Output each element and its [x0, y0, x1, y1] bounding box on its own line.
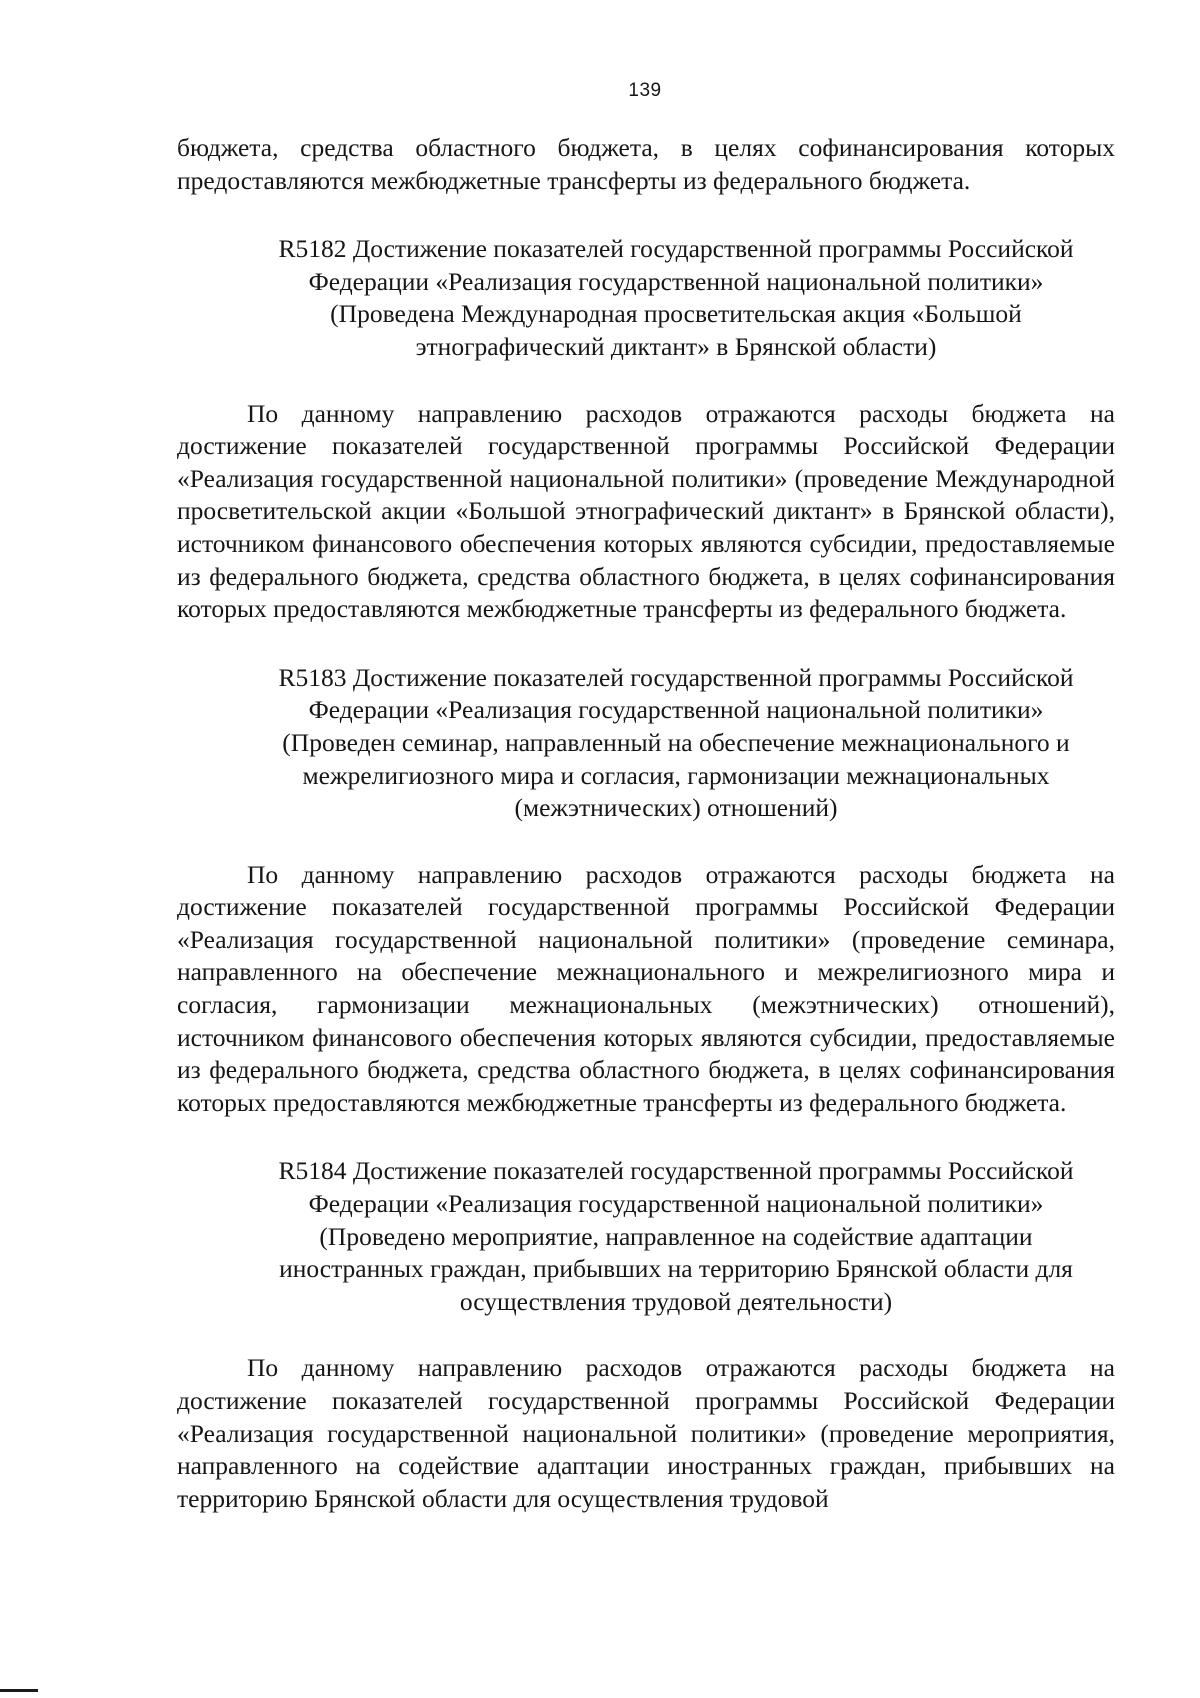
section-heading-r5184: R5184 Достижение показателей государственной программы Российской Федерации «Реализация государственной национальной политики» (Проведено мероприятие, направленное на содействие адаптации иностранных граждан, прибывших на территорию Брянской области для осуществления трудовой деятельности) — [278, 1156, 1074, 1316]
spacer — [177, 197, 1115, 233]
spacer — [177, 364, 1115, 398]
paragraph-r5184: По данному направлению расходов отражаются расходы бюджета на достижение показателей государственной программы Российской Федерации «Реализация государственной национальной политики» (проведение мероприятия, направленного на содействие адаптации иностранных граждан, прибывших на территорию Брянской области для осуществления трудовой — [177, 1353, 1115, 1513]
spacer — [177, 626, 1115, 662]
paragraph-continuation: бюджета, средства областного бюджета, в целях софинансирования которых предоставляются межбюджетные трансферты из федерального бюджета. — [177, 133, 1115, 195]
spacer — [177, 1318, 1115, 1352]
section-heading-r5182: R5182 Достижение показателей государственной программы Российской Федерации «Реализация государственной национальной политики» (Проведена Международная просветительская акция «Большой этнографический диктант» в Брянской области) — [278, 234, 1074, 361]
spacer — [177, 825, 1115, 859]
spacer — [177, 1119, 1115, 1155]
page-number: 139 — [628, 80, 662, 101]
section-heading-r5183: R5183 Достижение показателей государственной программы Российской Федерации «Реализация государственной национальной политики» (Проведен семинар, направленный на обеспечение межнационального и межрелигиозного мира и согласия, гармонизации межнациональных (межэтнических) отношений) — [278, 662, 1074, 823]
paragraph-r5182: По данному направлению расходов отражаются расходы бюджета на достижение показателей государственной программы Российской Федерации «Реализация государственной национальной политики» (проведение Международной просветительской акции «Большой этнографический диктант» в Брянской области), источником финансового обеспечения которых являются субсидии, предоставляемые из федерального бюджета, средства областного бюджета, в целях софинансирования которых предоставляются межбюджетные трансферты из федерального бюджета. — [177, 398, 1115, 624]
paragraph-r5183: По данному направлению расходов отражаются расходы бюджета на достижение показателей государственной программы Российской Федерации «Реализация государственной национальной политики» (проведение семинара, направленного на обеспечение межнационального и межрелигиозного мира и согласия, гармонизации межнациональных (межэтнических) отношений), источником финансового обеспечения которых являются субсидии, предоставляемые из федерального бюджета, средства областного бюджета, в целях софинансирования которых предоставляются межбюджетные трансферты из федерального бюджета. — [177, 859, 1115, 1117]
scan-edge-mark — [0, 1689, 38, 1692]
document-body — [177, 132, 1115, 1515]
